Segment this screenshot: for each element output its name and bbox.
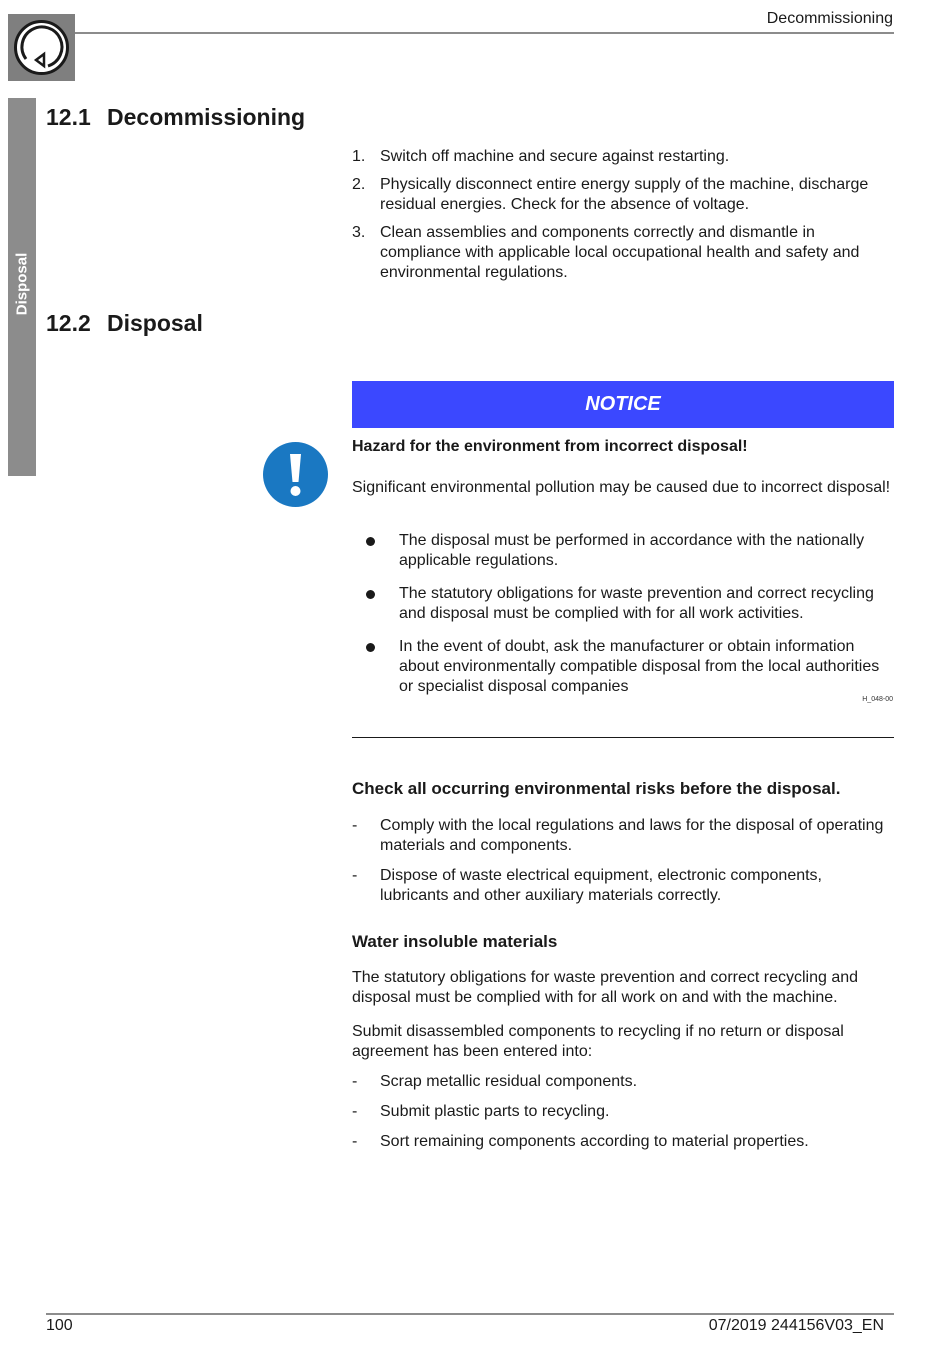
notice-hazard: Hazard for the environment from incorrect disposal! (352, 438, 748, 455)
section-number: 12.2 (46, 310, 91, 336)
list-item (352, 637, 894, 697)
document-id: 07/2019 244156V03_EN (708, 1317, 884, 1334)
step-text: Physically disconnect entire energy supply of the machine, discharge residual energies. Check for the absence of voltage. (380, 176, 869, 213)
dash-marker: - (352, 1073, 358, 1090)
check-list (352, 816, 894, 916)
dash-marker: - (352, 867, 358, 884)
check-heading: Check all occurring environmental risks before the disposal. (352, 779, 841, 798)
item-text: Comply with the local regulations and laws for the disposal of operating materials and components. (380, 817, 884, 854)
section-title: Disposal (107, 310, 203, 336)
item-text: Dispose of waste electrical equipment, electronic components, lubricants and other auxiliary materials correctly. (380, 867, 822, 904)
step-number: 3. (352, 224, 366, 241)
step-text: Clean assemblies and components correctly and dismantle in compliance with applicable local occupational health and safety and environmental regulations. (380, 224, 860, 281)
notice-code: H_048-00 (862, 696, 893, 703)
list-item (352, 1072, 894, 1092)
step-item (352, 223, 894, 283)
list-item (352, 1102, 894, 1122)
bullet-text: The statutory obligations for waste prevention and correct recycling and disposal must be complied with for all work activities. (399, 585, 874, 622)
notice-description: Significant environmental pollution may be caused due to incorrect disposal! (352, 479, 891, 496)
item-text: Sort remaining components according to material properties. (380, 1133, 809, 1150)
footer-rule (46, 1313, 894, 1315)
notice-bullet-list (352, 531, 894, 710)
header-rule (75, 32, 894, 34)
paragraph: Submit disassembled components to recycling if no return or disposal agreement has been entered into: (352, 1023, 844, 1060)
dash-marker: - (352, 1103, 358, 1120)
water-insoluble-heading: Water insoluble materials (352, 932, 558, 951)
list-item (352, 1132, 894, 1152)
bullet-icon (366, 537, 375, 546)
dash-marker: - (352, 817, 358, 834)
exclamation-icon (263, 442, 328, 507)
step-text: Switch off machine and secure against restarting. (380, 148, 730, 165)
dash-marker: - (352, 1133, 358, 1150)
step-item (352, 147, 894, 167)
bullet-text: In the event of doubt, ask the manufacturer or obtain information about environmentally compatible disposal from the local authorities or specialist disposal companies (399, 638, 880, 695)
list-item (352, 531, 894, 571)
list-item (352, 866, 894, 906)
section-heading-decommissioning (46, 104, 305, 131)
item-text: Scrap metallic residual components. (380, 1073, 638, 1090)
paragraph: The statutory obligations for waste prevention and correct recycling and disposal must be complied with for all work on and with the machine. (352, 969, 859, 1006)
header-title: Decommissioning (766, 10, 893, 27)
step-item (352, 175, 894, 215)
bullet-icon (366, 590, 375, 599)
side-tab-label: Disposal (13, 252, 31, 316)
decommissioning-steps (352, 147, 894, 291)
section-heading-disposal (46, 310, 203, 337)
item-text: Submit plastic parts to recycling. (380, 1103, 610, 1120)
circular-arrow-icon (8, 14, 75, 81)
bullet-text: The disposal must be performed in accordance with the nationally applicable regulations. (399, 532, 865, 569)
page-number: 100 (46, 1317, 73, 1334)
section-title: Decommissioning (107, 104, 306, 130)
recycling-list (352, 1072, 894, 1162)
step-number: 2. (352, 176, 366, 193)
section-number: 12.1 (46, 104, 91, 130)
bullet-icon (366, 643, 375, 652)
list-item (352, 816, 894, 856)
notice-divider (352, 737, 894, 738)
step-number: 1. (352, 148, 366, 165)
list-item (352, 584, 894, 624)
notice-banner: NOTICE (352, 381, 894, 428)
